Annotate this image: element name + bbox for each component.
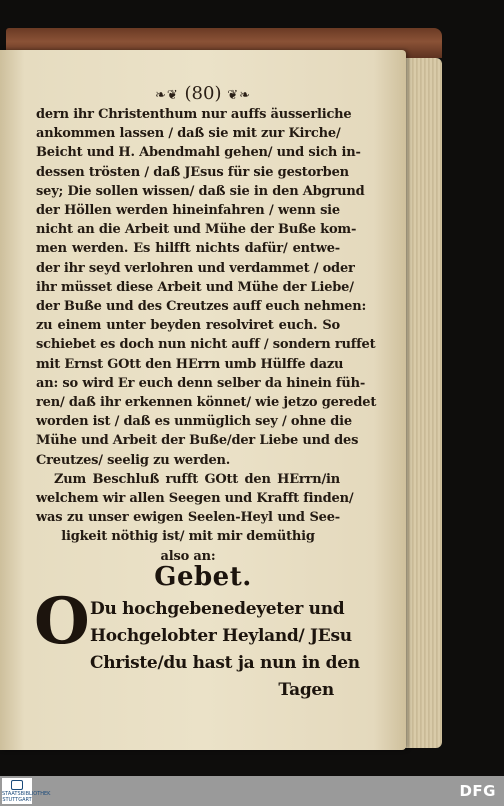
prayer-line: Christe/du hast ja nun in den	[90, 653, 360, 673]
viewer-footer-bar	[0, 776, 504, 806]
page-number: (80)	[184, 83, 222, 104]
prayer-line: Hochgelobter Heyland/ JEsu	[90, 626, 352, 646]
prayer-last-line: Tagen	[278, 680, 334, 700]
body-text	[36, 105, 377, 566]
ornament-left-icon: ❧❦	[154, 88, 179, 103]
decorated-initial: O	[34, 584, 90, 659]
body-line: ankommen lassen / daß sie mit zur Kirche/	[36, 126, 341, 142]
body-line: schiebet es doch nun nicht auff / sondern ruffet	[36, 337, 376, 353]
body-line: Creutzes/ seelig zu werden.	[36, 452, 231, 468]
body-line: men werden. Es hilfft nichts dafür/ entwe-	[36, 241, 340, 257]
dfg-logo: DFG	[459, 782, 496, 800]
closing-line: was zu unser ewigen Seelen-Heyl und See-	[36, 510, 340, 526]
page-number-header	[0, 83, 406, 104]
prayer-line: Du hochgebenedeyeter und	[90, 599, 345, 619]
body-line: worden ist / daß es unmüglich sey / ohne die	[36, 414, 352, 430]
body-line: Beicht und H. Abendmahl gehen/ und sich in-	[36, 145, 361, 161]
body-line: sey; Die sollen wissen/ daß sie in den Abgrund	[36, 183, 365, 199]
body-line: der Buße und des Creutzes auff euch nehmen:	[36, 299, 367, 315]
body-line: der Höllen werden hineinfahren / wenn sie	[36, 203, 340, 219]
body-line: zu einem unter beyden resolviret euch. So	[36, 318, 340, 334]
ornament-right-icon: ❦❧	[227, 88, 251, 103]
closing-line: ligkeit nöthig ist/ mit mir demüthig	[61, 529, 315, 545]
body-line: Mühe und Arbeit der Buße/der Liebe und des	[36, 433, 359, 449]
closing-line: welchem wir allen Seegen und Krafft finden/	[36, 491, 354, 507]
closing-last-line: also an:	[160, 548, 216, 564]
body-line: nicht an die Arbeit und Mühe der Buße kom-	[36, 222, 357, 238]
library-logo	[2, 778, 51, 804]
body-line: mit Ernst GOtt den HErrn umb Hülffe dazu	[36, 356, 344, 372]
prayer-heading: Gebet.	[154, 562, 252, 592]
body-line: ren/ daß ihr erkennen könnet/ wie jetzo geredet	[36, 395, 377, 411]
library-logo-text: STAATSBIBLIOTHEK STUTTGART	[2, 791, 51, 803]
body-line: an: so wird Er euch denn selber da hinein füh-	[36, 375, 366, 391]
library-logo-icon	[11, 780, 23, 790]
closing-line: Zum Beschluß rufft GOtt den HErrn/in	[54, 471, 340, 487]
body-line: dessen trösten / daß JEsus für sie gestorben	[36, 164, 349, 180]
body-line: dern ihr Christenthum nur auffs äusserliche	[36, 107, 352, 122]
prayer-text	[90, 596, 360, 704]
body-line: der ihr seyd verlohren und verdammet / oder	[36, 260, 355, 276]
body-line: ihr müsset diese Arbeit und Mühe der Liebe/	[36, 279, 354, 295]
